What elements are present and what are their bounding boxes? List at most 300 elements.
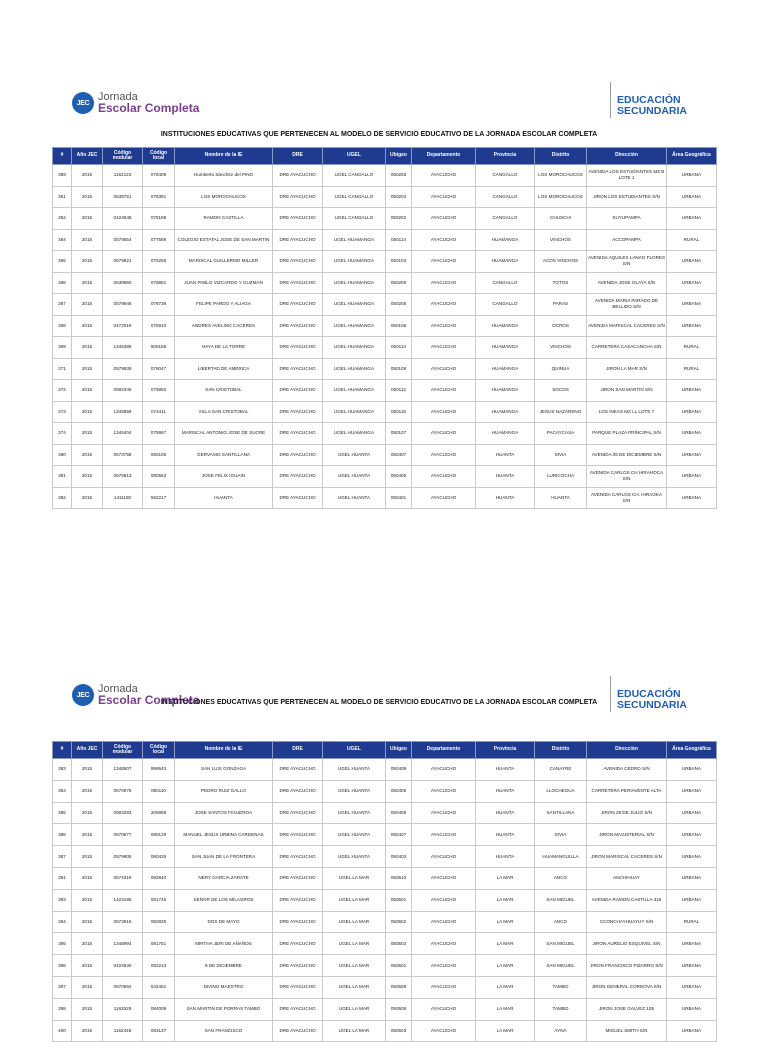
table-cell: 050205 xyxy=(386,294,412,316)
table-cell: PACAYCASA xyxy=(535,423,587,445)
table-cell: PARQUE PLAZA PRINCIPAL S/N xyxy=(587,423,667,445)
table-cell: AVENIDA MARISCAL CACERES S/N xyxy=(587,315,667,337)
jec-logo-line2: Escolar Completa xyxy=(98,693,200,707)
table-cell: HUAMANGUILLA xyxy=(535,846,587,868)
table-cell: UGEL HUANTA xyxy=(323,802,386,824)
column-header: Provincia xyxy=(476,742,535,759)
table-cell: 050406 xyxy=(386,802,412,824)
table-cell: 081746 xyxy=(143,889,175,911)
table-cell: HUAMANGA xyxy=(476,229,535,251)
table-cell: 078188 xyxy=(143,208,175,230)
table-cell: DRE AYACUCHO xyxy=(273,1020,323,1042)
secundaria-logo-line2: SECUNDARIA xyxy=(617,699,688,711)
table-cell: 369 xyxy=(53,337,72,359)
table-cell: AYNA xyxy=(535,1020,587,1042)
table-cell: 1345388 xyxy=(103,337,143,359)
table-cell: 050501 xyxy=(386,889,412,911)
table-cell: DRE AYACUCHO xyxy=(273,251,323,273)
table-cell: FELIPE PARDO Y ALIAGA xyxy=(175,294,273,316)
table-cell: 082213 xyxy=(143,955,175,977)
table-cell: 562217 xyxy=(143,487,175,509)
table-row xyxy=(53,208,717,230)
table-cell: AYACUCHO xyxy=(412,337,476,359)
table-cell: TAMBO xyxy=(535,998,587,1020)
table-cell: HAYA DE LA TORRE xyxy=(175,337,273,359)
table-cell: 0593293 xyxy=(103,802,143,824)
table-cell: SAN LUIS GONZAGA xyxy=(175,759,273,781)
jec-logo xyxy=(72,92,199,114)
table-cell: 0573758 xyxy=(103,444,143,466)
table-cell: 1348507 xyxy=(103,759,143,781)
column-header: Código local xyxy=(143,148,175,165)
table-cell: 9 DE DICIEMBRE xyxy=(175,955,273,977)
secundaria-logo-line1: EDUCACIÓN xyxy=(617,94,681,106)
table-cell: CANGALLO xyxy=(476,208,535,230)
table-row xyxy=(53,955,717,977)
table-cell: 0579839 xyxy=(103,358,143,380)
table-cell: DRE AYACUCHO xyxy=(273,165,323,187)
table-cell: 076882 xyxy=(143,380,175,402)
table-cell: DRE AYACUCHO xyxy=(273,780,323,802)
table-cell: UGEL LA MAR xyxy=(323,998,386,1020)
table-row xyxy=(53,272,717,294)
table-cell: AYACUCHO xyxy=(412,998,476,1020)
table-cell: 398 xyxy=(53,998,72,1020)
table-cell: UGEL HUANTA xyxy=(323,466,386,488)
table-cell: 2015 xyxy=(72,867,103,889)
table-cell: DRE AYACUCHO xyxy=(273,911,323,933)
table-cell: URBANA xyxy=(667,186,717,208)
table-cell: 2015 xyxy=(72,186,103,208)
table-cell: DRE AYACUCHO xyxy=(273,846,323,868)
table-cell: URBANA xyxy=(667,466,717,488)
table-cell: VILLA SAN CRISTOBAL xyxy=(175,401,273,423)
table-cell: UGEL CANGALLO xyxy=(323,165,386,187)
table-cell: 397 xyxy=(53,976,72,998)
table-cell: 361 xyxy=(53,186,72,208)
table-cell: 2015 xyxy=(72,759,103,781)
table-cell: DRE AYACUCHO xyxy=(273,186,323,208)
table-cell: HUAMANGA xyxy=(476,337,535,359)
table-cell: 050503 xyxy=(386,1020,412,1042)
table-cell: SAN MIGUEL xyxy=(535,889,587,911)
table-cell: 2015 xyxy=(72,487,103,509)
table-row xyxy=(53,780,717,802)
table-cell: DRE AYACUCHO xyxy=(273,229,323,251)
table-cell: 0472019 xyxy=(103,315,143,337)
table-cell: AVENIDA LOS ESTUDIANTES MZ B LOTE 1 xyxy=(587,165,667,187)
table-cell: DRE AYACUCHO xyxy=(273,272,323,294)
table-cell: MIGUEL SMITH S/N xyxy=(587,1020,667,1042)
table-cell: 368 xyxy=(53,315,72,337)
table-cell: AYACUCHO xyxy=(412,955,476,977)
table-cell: 1345404 xyxy=(103,423,143,445)
table-cell: 2015 xyxy=(72,208,103,230)
table-row xyxy=(53,1020,717,1042)
table-cell: URBANA xyxy=(667,824,717,846)
table-cell: 050502 xyxy=(386,911,412,933)
table-cell: UGEL HUANTA xyxy=(323,780,386,802)
table-cell: 999643 xyxy=(143,759,175,781)
column-header: Ubigeo xyxy=(386,742,412,759)
column-header: Año JEC xyxy=(72,742,103,759)
table-row xyxy=(53,846,717,868)
table-cell: URBANA xyxy=(667,933,717,955)
table-cell: UGEL LA MAR xyxy=(323,889,386,911)
table-cell: 396 xyxy=(53,955,72,977)
table-cell: 050405 xyxy=(386,466,412,488)
table-cell: JESUS NAZARENO xyxy=(535,401,587,423)
table-cell: SIVIA xyxy=(535,444,587,466)
table-cell: UGEL LA MAR xyxy=(323,1020,386,1042)
table-cell: 075910 xyxy=(143,315,175,337)
institutions-table xyxy=(52,741,717,1042)
table-cell: 2015 xyxy=(72,165,103,187)
table-cell: LA MAR xyxy=(476,955,535,977)
table-cell: CANGALLO xyxy=(476,272,535,294)
table-cell: LA MAR xyxy=(476,933,535,955)
table-cell: 0579805 xyxy=(103,846,143,868)
table-cell: SAN JUAN DE LA FRONTERA xyxy=(175,846,273,868)
table-row xyxy=(53,315,717,337)
table-cell: NERY GARCIA ZARATE xyxy=(175,867,273,889)
table-cell: URBANA xyxy=(667,487,717,509)
table-cell: 400 xyxy=(53,1020,72,1042)
table-cell: 083137 xyxy=(143,1020,175,1042)
table-cell: 080110 xyxy=(143,780,175,802)
table-cell: URBANA xyxy=(667,251,717,273)
table-cell: 0670877 xyxy=(103,824,143,846)
table-cell: AYACUCHO xyxy=(412,487,476,509)
table-cell: HUANTA xyxy=(476,824,535,846)
table-cell: SAN MIGUEL xyxy=(535,955,587,977)
table-row xyxy=(53,759,717,781)
table-cell: AYACUCHO xyxy=(412,272,476,294)
table-row xyxy=(53,165,717,187)
table-row xyxy=(53,186,717,208)
table-cell: HUAMANGA xyxy=(476,401,535,423)
table-cell: 078739 xyxy=(143,294,175,316)
table-cell: UGEL LA MAR xyxy=(323,955,386,977)
table-cell: ANCO xyxy=(535,867,587,889)
table-cell: SAN FRANCISCO xyxy=(175,1020,273,1042)
table-cell: 050407 xyxy=(386,444,412,466)
table-cell: LA MAR xyxy=(476,911,535,933)
column-header: Área Geográfica xyxy=(667,148,717,165)
table-cell: 1345859 xyxy=(103,401,143,423)
table-cell: 075255 xyxy=(143,251,175,273)
table-cell: AYACUCHO xyxy=(412,229,476,251)
table-cell: DRE AYACUCHO xyxy=(273,358,323,380)
table-cell: 0579854 xyxy=(103,229,143,251)
table-cell: DRE AYACUCHO xyxy=(273,444,323,466)
table-cell: AYACUCHO xyxy=(412,933,476,955)
table-cell: PEDRO RUIZ GALLO xyxy=(175,780,273,802)
table-cell: 1348994 xyxy=(103,933,143,955)
table-cell: JIRON LOS ESTUDIANTES S/N xyxy=(587,186,667,208)
table-cell: UGEL HUANTA xyxy=(323,487,386,509)
table-cell: 080129 xyxy=(143,824,175,846)
table-cell: 0574319 xyxy=(103,867,143,889)
table-row xyxy=(53,358,717,380)
column-header: DRE xyxy=(273,148,323,165)
table-cell: URBANA xyxy=(667,998,717,1020)
table-cell: LURICOCHA xyxy=(535,466,587,488)
table-cell: UGEL HUANTA xyxy=(323,846,386,868)
table-cell: 394 xyxy=(53,911,72,933)
table-cell: PARAS xyxy=(535,294,587,316)
column-header: Distrito xyxy=(535,742,587,759)
table-cell: HUANTA xyxy=(476,759,535,781)
table-cell: 2015 xyxy=(72,423,103,445)
table-cell: UGEL HUANTA xyxy=(323,759,386,781)
table-cell: 2015 xyxy=(72,294,103,316)
table-cell: 2015 xyxy=(72,889,103,911)
table-cell: 082840 xyxy=(143,867,175,889)
table-cell: URBANA xyxy=(667,955,717,977)
table-cell: CHUSCHI xyxy=(535,208,587,230)
table-cell: 385 xyxy=(53,802,72,824)
table-cell: JOSE FELIX IGUAIN xyxy=(175,466,273,488)
table-cell: UGEL CANGALLO xyxy=(323,208,386,230)
table-cell: DRE AYACUCHO xyxy=(273,487,323,509)
column-header: Código local xyxy=(143,742,175,759)
table-cell: 078881 xyxy=(143,272,175,294)
column-header: Provincia xyxy=(476,148,535,165)
table-cell: 509159 xyxy=(143,337,175,359)
table-cell: DRE AYACUCHO xyxy=(273,955,323,977)
table-cell: 2015 xyxy=(72,401,103,423)
table-cell: 386 xyxy=(53,824,72,846)
table-cell: DRE AYACUCHO xyxy=(273,401,323,423)
table-cell: 0538850 xyxy=(103,272,143,294)
table-cell: 395 xyxy=(53,933,72,955)
table-cell: UGEL HUANTA xyxy=(323,824,386,846)
table-cell: AYACUCHO xyxy=(412,802,476,824)
table-cell: UGEL HUAMANGA xyxy=(323,380,386,402)
table-cell: URBANA xyxy=(667,846,717,868)
column-header: Distrito xyxy=(535,148,587,165)
table-cell: 050501 xyxy=(386,955,412,977)
table-cell: URBANA xyxy=(667,1020,717,1042)
table-cell: UGEL LA MAR xyxy=(323,911,386,933)
table-cell: AYACUCHO xyxy=(412,1020,476,1042)
table-cell: DIVINO MAESTRO xyxy=(175,976,273,998)
table-cell: 050106 xyxy=(386,315,412,337)
column-header: Ubigeo xyxy=(386,148,412,165)
table-cell: UGEL CANGALLO xyxy=(323,186,386,208)
table-cell: SEÑOR DE LOS MILAGROS xyxy=(175,889,273,911)
table-cell: JIRON SAN MARTIN S/N xyxy=(587,380,667,402)
table-cell: 050510 xyxy=(386,867,412,889)
table-cell: 387 xyxy=(53,846,72,868)
table-cell: 382 xyxy=(53,487,72,509)
table-cell: 050115 xyxy=(386,401,412,423)
table-cell: JOSE SANTOS FIGUEROA xyxy=(175,802,273,824)
table-cell: AYACUCHO xyxy=(412,294,476,316)
table-cell: 050107 xyxy=(386,423,412,445)
table-cell: 2015 xyxy=(72,315,103,337)
table-cell: 364 xyxy=(53,229,72,251)
table-cell: SAN MARTIN DE PORRAS TAMBO xyxy=(175,998,273,1020)
table-cell: 2015 xyxy=(72,933,103,955)
table-cell: SAN MIGUEL xyxy=(535,933,587,955)
table-cell: 373 xyxy=(53,401,72,423)
table-cell: 076047 xyxy=(143,358,175,380)
table-cell: URBANA xyxy=(667,294,717,316)
table-cell: CCONCHAYHUAYUY S/N xyxy=(587,911,667,933)
table-cell: JIRON GENERAL CORDOVA S/N xyxy=(587,976,667,998)
table-cell: RURAL xyxy=(667,911,717,933)
document-title: INSTITUCIONES EDUCATIVAS QUE PERTENECEN AL MODELO DE SERVICIO EDUCATIVO DE LA JORNADA ESCOLAR COMPLETA xyxy=(160,131,598,138)
table-cell: HUANTA xyxy=(476,466,535,488)
table-cell: AYACUCHO xyxy=(412,867,476,889)
table-cell: 0592345 xyxy=(103,380,143,402)
column-header: UGEL xyxy=(323,742,386,759)
table-cell: URBANA xyxy=(667,780,717,802)
table-cell: 0670992 xyxy=(103,976,143,998)
table-cell: DRE AYACUCHO xyxy=(273,867,323,889)
table-cell: HUANTA xyxy=(175,487,273,509)
table-cell: URBANA xyxy=(667,423,717,445)
table-row xyxy=(53,889,717,911)
table-cell: CANGALLO xyxy=(476,294,535,316)
table-cell: DRE AYACUCHO xyxy=(273,423,323,445)
table-cell: 050114 xyxy=(386,229,412,251)
table-cell: 2015 xyxy=(72,998,103,1020)
table-cell: AYACUCHO xyxy=(412,315,476,337)
table-cell: UGEL HUAMANGA xyxy=(323,423,386,445)
table-cell: URBANA xyxy=(667,401,717,423)
table-cell: DRE AYACUCHO xyxy=(273,976,323,998)
table-cell: MARISCAL ANTONIO JOSE DE SUCRE xyxy=(175,423,273,445)
table-cell: AYACUCHO xyxy=(412,780,476,802)
jec-logo-line2: Escolar Completa xyxy=(98,101,200,115)
table-cell: JUAN PABLO VIZCARDO Y GUZMAN xyxy=(175,272,273,294)
table-cell: 2015 xyxy=(72,911,103,933)
table-cell: ACCOPAMPA xyxy=(587,229,667,251)
table-cell: 080563 xyxy=(143,466,175,488)
table-cell: 2015 xyxy=(72,251,103,273)
table-row xyxy=(53,423,717,445)
column-header: Dirección xyxy=(587,148,667,165)
table-cell: 050409 xyxy=(386,759,412,781)
table-cell: 1423185 xyxy=(103,889,143,911)
table-cell: UGEL HUAMANGA xyxy=(323,294,386,316)
table-cell: SIVIA xyxy=(535,824,587,846)
table-header-row xyxy=(53,148,717,165)
table-cell: Humberto Sánchez del PINO xyxy=(175,165,273,187)
table-cell: VINCHOS xyxy=(535,337,587,359)
table-cell: 050508 xyxy=(386,976,412,998)
table-cell: 050508 xyxy=(386,998,412,1020)
table-cell: LOS MOROCHUCOS xyxy=(535,165,587,187)
column-header: DRE xyxy=(273,742,323,759)
table-cell: 050401 xyxy=(386,487,412,509)
table-cell: HUANTA xyxy=(476,846,535,868)
table-cell: 074411 xyxy=(143,401,175,423)
table-cell: HUANTA xyxy=(476,802,535,824)
table-cell: 383 xyxy=(53,759,72,781)
table-cell: 081751 xyxy=(143,933,175,955)
table-cell: JIRON JOSE GALVEZ 105 xyxy=(587,998,667,1020)
table-cell: 050206 xyxy=(386,272,412,294)
table-cell: 050202 xyxy=(386,208,412,230)
table-cell: SOCOS xyxy=(535,380,587,402)
table-cell: ANCHIHUAY xyxy=(587,867,667,889)
table-cell: CANAYRE xyxy=(535,759,587,781)
table-cell: AYACUCHO xyxy=(412,186,476,208)
table-cell: TOTOS xyxy=(535,272,587,294)
table-cell: 371 xyxy=(53,358,72,380)
table-cell: 366 xyxy=(53,272,72,294)
table-cell: AYACUCHO xyxy=(412,466,476,488)
table-cell: 0670976 xyxy=(103,780,143,802)
table-cell: 381 xyxy=(53,466,72,488)
table-cell: URBANA xyxy=(667,380,717,402)
column-header: Nombre de la IE xyxy=(175,148,273,165)
table-cell: 1411180 xyxy=(103,487,143,509)
table-cell: DOS DE MAYO xyxy=(175,911,273,933)
table-row xyxy=(53,229,717,251)
table-cell: URBANA xyxy=(667,444,717,466)
column-header: Año JEC xyxy=(72,148,103,165)
table-cell: 082835 xyxy=(143,911,175,933)
column-header: Departamento xyxy=(412,742,476,759)
table-cell: 2015 xyxy=(72,802,103,824)
column-header: # xyxy=(53,148,72,165)
table-cell: 2015 xyxy=(72,358,103,380)
column-header: Área Geográfica xyxy=(667,742,717,759)
table-cell: URBANA xyxy=(667,315,717,337)
table-cell: 0538751 xyxy=(103,186,143,208)
document-page-2 xyxy=(0,660,768,1033)
table-row xyxy=(53,998,717,1020)
table-header-row xyxy=(53,742,717,759)
table-cell: 205959 xyxy=(143,802,175,824)
table-cell: DRE AYACUCHO xyxy=(273,998,323,1020)
table-cell: ANDRES AVELINO CACERES xyxy=(175,315,273,337)
column-header: Departamento xyxy=(412,148,476,165)
table-cell: RURAL xyxy=(667,229,717,251)
table-cell: ANCO xyxy=(535,911,587,933)
table-cell: 075967 xyxy=(143,423,175,445)
table-cell: LLOCHEGUA xyxy=(535,780,587,802)
table-cell: URBANA xyxy=(667,802,717,824)
table-cell: DRE AYACUCHO xyxy=(273,294,323,316)
table-cell: 0579946 xyxy=(103,294,143,316)
jec-logo-line1: Jornada xyxy=(98,683,138,695)
table-cell: UGEL HUAMANGA xyxy=(323,401,386,423)
table-cell: LOS MOROCHUCOS xyxy=(535,186,587,208)
table-cell: 050503 xyxy=(386,933,412,955)
table-cell: LA MAR xyxy=(476,889,535,911)
table-cell: 050103 xyxy=(386,251,412,273)
table-cell: 050112 xyxy=(386,380,412,402)
table-cell: 2015 xyxy=(72,272,103,294)
table-cell: HUAMANGA xyxy=(476,315,535,337)
table-cell: QUINUA xyxy=(535,358,587,380)
table-cell: 084009 xyxy=(143,998,175,1020)
table-row xyxy=(53,466,717,488)
table-cell: AYACUCHO xyxy=(412,380,476,402)
table-cell: UGEL LA MAR xyxy=(323,976,386,998)
table-cell: UGEL LA MAR xyxy=(323,867,386,889)
table-cell: UGEL HUAMANGA xyxy=(323,272,386,294)
table-cell: UGEL HUAMANGA xyxy=(323,337,386,359)
column-header: Dirección xyxy=(587,742,667,759)
table-cell: 367 xyxy=(53,294,72,316)
